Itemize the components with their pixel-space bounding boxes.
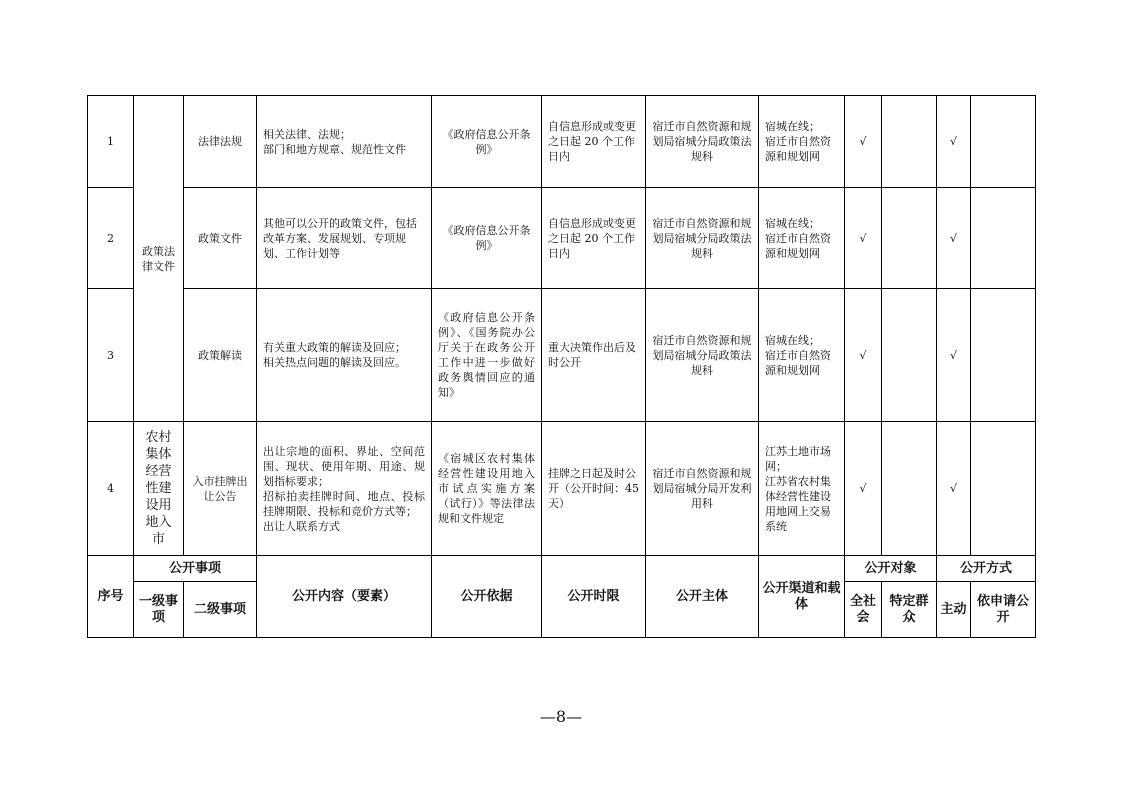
- header-active: 主动: [937, 582, 971, 638]
- all-society-check: √: [845, 96, 882, 188]
- header-method: 公开方式: [937, 556, 1036, 582]
- subject-cell: 宿迁市自然资源和规划局宿城分局政策法规科: [646, 96, 759, 188]
- channel-cell: 宿城在线； 宿迁市自然资源和规划网: [759, 289, 845, 422]
- table-row: [88, 96, 1036, 188]
- content-cell: 相关法律、法规； 部门和地方规章、规范性文件: [257, 96, 432, 188]
- header-matter: 公开事项: [134, 556, 257, 582]
- seq-cell: 4: [88, 422, 134, 556]
- seq-cell: 3: [88, 289, 134, 422]
- on-request-cell: [971, 289, 1036, 422]
- level2-cell: 法律法规: [184, 96, 257, 188]
- table-row: [88, 289, 1036, 422]
- on-request-cell: [971, 96, 1036, 188]
- on-request-cell: [971, 422, 1036, 556]
- specific-groups-cell: [882, 289, 937, 422]
- subject-cell: 宿迁市自然资源和规划局宿城分局政策法规科: [646, 289, 759, 422]
- header-level2: 二级事项: [184, 582, 257, 638]
- all-society-check: √: [845, 422, 882, 556]
- basis-cell: 《政府信息公开条例》、《国务院办公厅关于在政务公开工作中进一步做好政务舆情回应的通知》: [432, 289, 542, 422]
- header-level1: 一级事项: [134, 582, 184, 638]
- basis-cell: 《政府信息公开条例》: [432, 188, 542, 289]
- page-number: —8—: [539, 707, 583, 726]
- header-subject: 公开主体: [646, 556, 759, 638]
- seq-cell: 2: [88, 188, 134, 289]
- subject-cell: 宿迁市自然资源和规划局宿城分局政策法规科: [646, 188, 759, 289]
- level1-cell: 政策法律文件: [134, 96, 184, 422]
- active-check: √: [937, 289, 971, 422]
- header-time-limit: 公开时限: [542, 556, 646, 638]
- on-request-cell: [971, 188, 1036, 289]
- seq-cell: 1: [88, 96, 134, 188]
- header-target: 公开对象: [845, 556, 937, 582]
- level2-cell: 入市挂牌出让公告: [184, 422, 257, 556]
- specific-groups-cell: [882, 96, 937, 188]
- header-seq: 序号: [88, 556, 134, 638]
- content-cell: 有关重大政策的解读及回应； 相关热点问题的解读及回应。: [257, 289, 432, 422]
- level2-cell: 政策文件: [184, 188, 257, 289]
- time-limit-cell: 挂牌之日起及时公开（公开时间：45 天）: [542, 422, 646, 556]
- header-channel: 公开渠道和载体: [759, 556, 845, 638]
- table-row: [88, 188, 1036, 289]
- level1-cell: 农村集体经营性建设用地入市: [134, 422, 184, 556]
- header-specific-groups: 特定群众: [882, 582, 937, 638]
- content-cell: 出让宗地的面积、界址、空间范围、现状、使用年期、用途、规划指标要求； 招标拍卖挂牌时间、地点、投标挂牌期限、投标和竞价方式等； 出让人联系方式: [257, 422, 432, 556]
- all-society-check: √: [845, 188, 882, 289]
- disclosure-table: [87, 95, 1036, 638]
- level2-cell: 政策解读: [184, 289, 257, 422]
- active-check: √: [937, 96, 971, 188]
- basis-cell: 《宿城区农村集体经营性建设用地入市试点实施方案（试行）》等法律法规和文件规定: [432, 422, 542, 556]
- active-check: √: [937, 422, 971, 556]
- time-limit-cell: 自信息形成或变更之日起 20 个工作日内: [542, 96, 646, 188]
- channel-cell: 宿城在线； 宿迁市自然资源和规划网: [759, 96, 845, 188]
- header-on-request: 依申请公开: [971, 582, 1036, 638]
- time-limit-cell: 重大决策作出后及时公开: [542, 289, 646, 422]
- all-society-check: √: [845, 289, 882, 422]
- header-content: 公开内容（要素）: [257, 556, 432, 638]
- specific-groups-cell: [882, 422, 937, 556]
- specific-groups-cell: [882, 188, 937, 289]
- subject-cell: 宿迁市自然资源和规划局宿城分局开发利用科: [646, 422, 759, 556]
- table-row: [88, 422, 1036, 556]
- header-basis: 公开依据: [432, 556, 542, 638]
- channel-cell: 江苏土地市场网； 江苏省农村集体经营性建设用地网上交易系统: [759, 422, 845, 556]
- content-cell: 其他可以公开的政策文件，包括改革方案、发展规划、专项规划、工作计划等: [257, 188, 432, 289]
- time-limit-cell: 自信息形成或变更之日起 20 个工作日内: [542, 188, 646, 289]
- basis-cell: 《政府信息公开条例》: [432, 96, 542, 188]
- table-header-row: [88, 556, 1036, 582]
- channel-cell: 宿城在线； 宿迁市自然资源和规划网: [759, 188, 845, 289]
- active-check: √: [937, 188, 971, 289]
- header-all-society: 全社会: [845, 582, 882, 638]
